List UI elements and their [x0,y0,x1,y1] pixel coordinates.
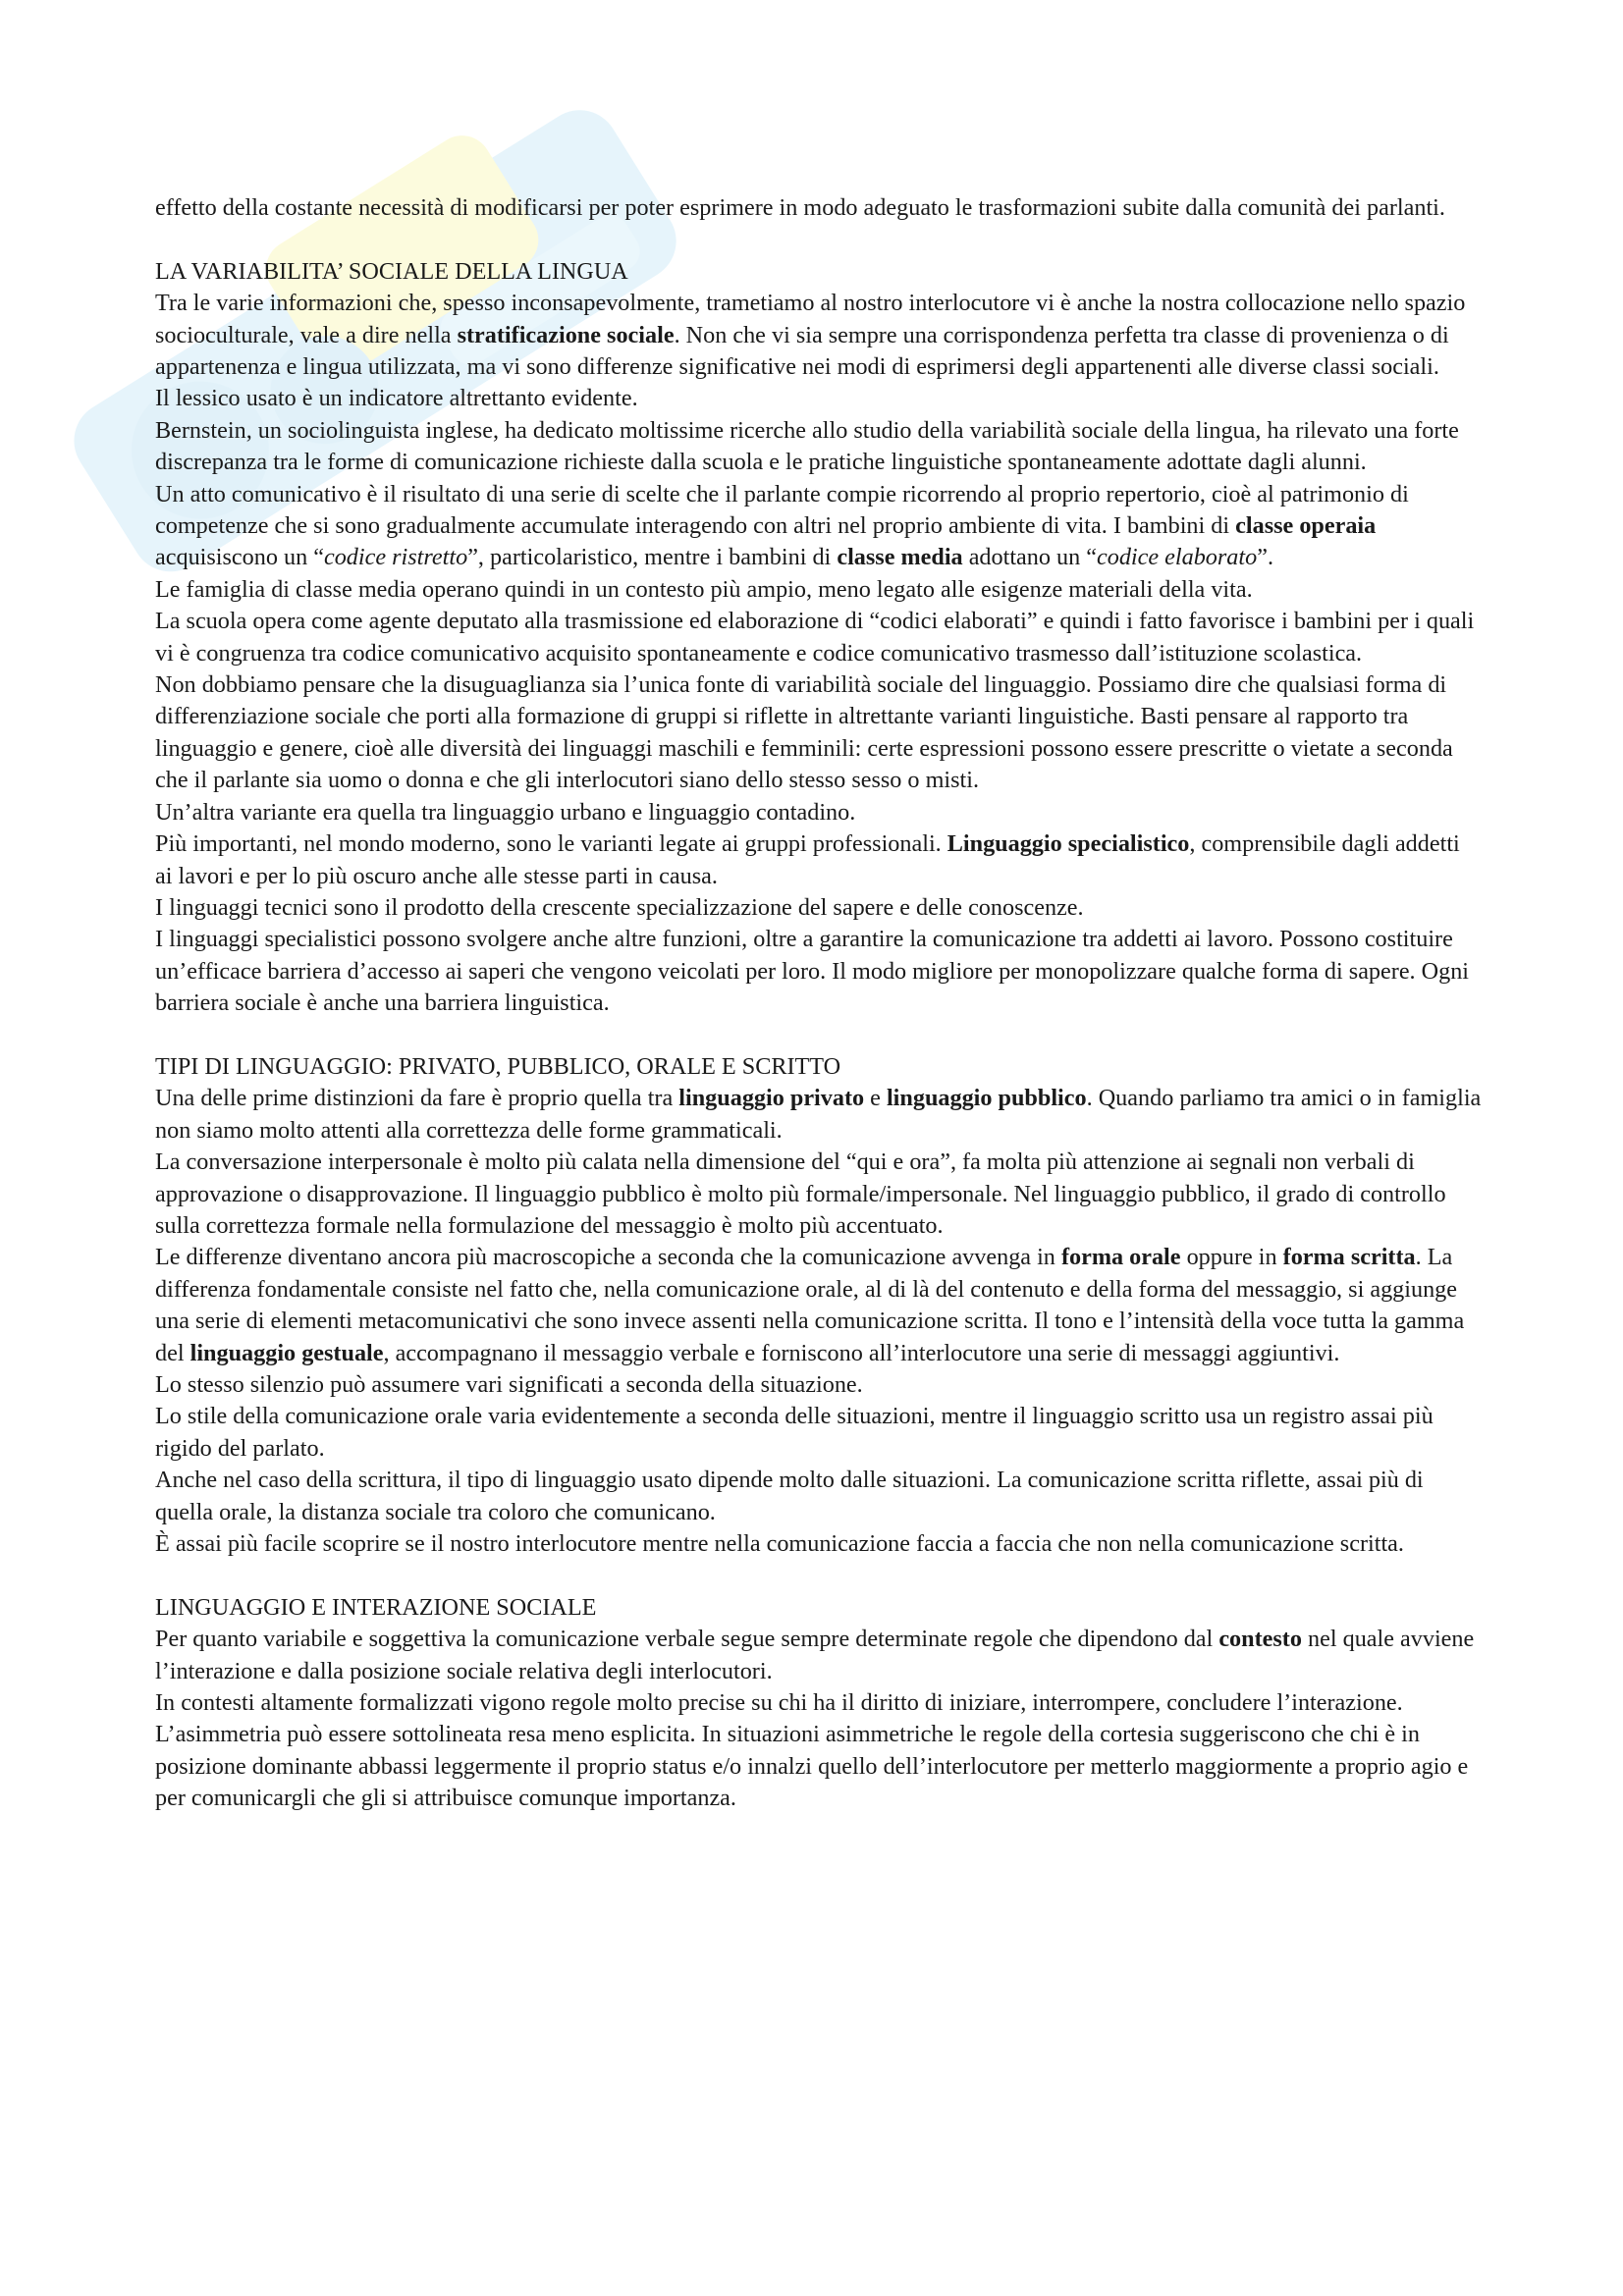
italic-term: codice ristretto [323,544,468,571]
bold-term: forma orale [1060,1244,1181,1271]
bold-term: linguaggio gestuale [189,1339,384,1366]
section-heading: TIPI DI LINGUAGGIO: PRIVATO, PUBBLICO, ORALE E SCRITTO [155,1052,841,1080]
bold-term: stratificazione sociale [457,321,675,348]
paragraph: I linguaggi specialistici possono svolgere anche altre funzioni, oltre a garantire la comunicazione tra addetti ai lavoro. Possono costituire un’efficace barriera d’accesso ai saperi che vengono veicolati per loro. Il modo migliore per monopolizzare qualche forma di sapere. Ogni barriera sociale è anche una barriera linguistica. [155,926,1470,1017]
section-tipi-di-linguaggio [155,1051,1483,1561]
section-heading: LINGUAGGIO E INTERAZIONE SOCIALE [155,1593,597,1621]
paragraph: In contesti altamente formalizzati vigono regole molto precise su chi ha il diritto di iniziare, interrompere, concludere l’interazione. [155,1689,1403,1717]
paragraph: Il lessico usato è un indicatore altrettanto evidente. [155,385,638,412]
paragraph: È assai più facile scoprire se il nostro interlocutore mentre nella comunicazione faccia a faccia che non nella comunicazione scritta. [155,1530,1404,1558]
intro [155,192,1483,224]
bold-term: forma scritta [1282,1244,1416,1271]
document-body [155,192,1483,1815]
paragraph: La scuola opera come agente deputato alla trasmissione ed elaborazione di “codici elaborati” e quindi i fatto favorisce i bambini per i quali vi è congruenza tra codice comunicativo acquisito spontaneamente e codice comunicativo trasmesso dall’istituzione scolastica. [155,608,1475,667]
paragraph: Lo stile della comunicazione orale varia evidentemente a seconda delle situazioni, mentre il linguaggio scritto usa un registro assai più rigido del parlato. [155,1403,1434,1462]
bold-term: linguaggio privato [678,1085,865,1112]
bold-term: Linguaggio specialistico [947,830,1190,858]
italic-term: codice elaborato [1097,544,1258,571]
paragraph: La conversazione interpersonale è molto più calata nella dimensione del “qui e ora”, fa molta più attenzione ai segnali non verbali di approvazione o disapprovazione. Il linguaggio pubblico è molto più formale/impersonale. Nel linguaggio pubblico, il grado di controllo sulla correttezza formale nella formulazione del messaggio è molto più accentuato. [155,1148,1446,1239]
paragraph: Bernstein, un sociolinguista inglese, ha dedicato moltissime ricerche allo studio della variabilità sociale della lingua, ha rilevato una forte discrepanza tra le forme di comunicazione richieste dalla scuola e le pratiche linguistiche spontaneamente adottate dagli alunni. [155,416,1459,476]
paragraph: Per quanto variabile e soggettiva la comunicazione verbale segue sempre determinate regole che dipendono dal contesto nel quale avviene l’interazione e dalla posizione sociale relativa degli interlocutori. [155,1626,1475,1684]
paragraph: Le famiglia di classe media operano quindi in un contesto più ampio, meno legato alle esigenze materiali della vita. [155,575,1253,603]
section-heading: LA VARIABILITA’ SOCIALE DELLA LINGUA [155,257,628,285]
paragraph: I linguaggi tecnici sono il prodotto della crescente specializzazione del sapere e delle conoscenze. [155,893,1084,921]
paragraph: Le differenze diventano ancora più macroscopiche a seconda che la comunicazione avvenga in forma orale oppure in forma scritta. La differenza fondamentale consiste nel fatto che, nella comunicazione orale, al di là del contenuto e della forma del messaggio, si aggiunge una serie di elementi metacomunicativi che sono invece assenti nella comunicazione scritta. Il tono e l’intensità della voce tutta la gamma del linguaggio gestuale, accompagnano il messaggio verbale e forniscono all’interlocutore una serie di messaggi aggiuntivi. [155,1244,1465,1366]
paragraph: Una delle prime distinzioni da fare è proprio quella tra linguaggio privato e linguaggio pubblico. Quando parliamo tra amici o in famiglia non siamo molto attenti alla correttezza delle forme grammaticali. [155,1085,1482,1144]
paragraph: L’asimmetria può essere sottolineata resa meno esplicita. In situazioni asimmetriche le regole della cortesia suggeriscono che chi è in posizione dominante abbassi leggermente il proprio status e/o innalzi quello dell’interlocutore per metterlo maggiormente a proprio agio e per comunicargli che gli si attribuisce comunque importanza. [155,1721,1469,1812]
paragraph: Più importanti, nel mondo moderno, sono le varianti legate ai gruppi professionali. Linguaggio specialistico, comprensibile dagli addetti ai lavori e per lo più oscuro anche alle stesse parti in causa. [155,830,1460,889]
paragraph: Lo stesso silenzio può assumere vari significati a seconda della situazione. [155,1371,863,1398]
paragraph: Un atto comunicativo è il risultato di una serie di scelte che il parlante compie ricorrendo al proprio repertorio, cioè al patrimonio di competenze che si sono gradualmente accumulate interagendo con altri nel proprio ambiente di vita. I bambini di classe operaia acquisiscono un “codice ristretto”, particolaristico, mentre i bambini di classe media adottano un “codice elaborato”. [155,480,1409,571]
intro-paragraph: effetto della costante necessità di modificarsi per poter esprimere in modo adeguato le trasformazioni subite dalla comunità dei parlanti. [155,194,1445,221]
section-interazione-sociale [155,1592,1483,1815]
bold-term: classe operaia [1235,512,1377,540]
paragraph: Tra le varie informazioni che, spesso inconsapevolmente, trametiamo al nostro interlocutore vi è anche la nostra collocazione nello spazio socioculturale, vale a dire nella stratificazione sociale. Non che vi sia sempre una corrispondenza perfetta tra classe di provenienza o di appartenenza e lingua utilizzata, ma vi sono differenze significative nei modi di esprimersi degli appartenenti alle diverse classi sociali. [155,290,1466,381]
paragraph: Non dobbiamo pensare che la disuguaglianza sia l’unica fonte di variabilità sociale del linguaggio. Possiamo dire che qualsiasi forma di differenziazione sociale che porti alla formazione di gruppi si riflette in altrettante varianti linguistiche. Basti pensare al rapporto tra linguaggio e genere, cioè alle diversità dei linguaggi maschili e femminili: certe espressioni possono essere prescritte o vietate a seconda che il parlante sia uomo o donna e che gli interlocutori siano dello stesso sesso o misti. [155,671,1453,794]
bold-term: contesto [1218,1626,1302,1653]
paragraph: Un’altra variante era quella tra linguaggio urbano e linguaggio contadino. [155,798,856,826]
bold-term: linguaggio pubblico [886,1085,1087,1112]
section-variabilita-sociale [155,256,1483,1020]
paragraph: Anche nel caso della scrittura, il tipo di linguaggio usato dipende molto dalle situazioni. La comunicazione scritta riflette, assai più di quella orale, la distanza sociale tra coloro che comunicano. [155,1467,1424,1525]
bold-term: classe media [837,544,963,571]
